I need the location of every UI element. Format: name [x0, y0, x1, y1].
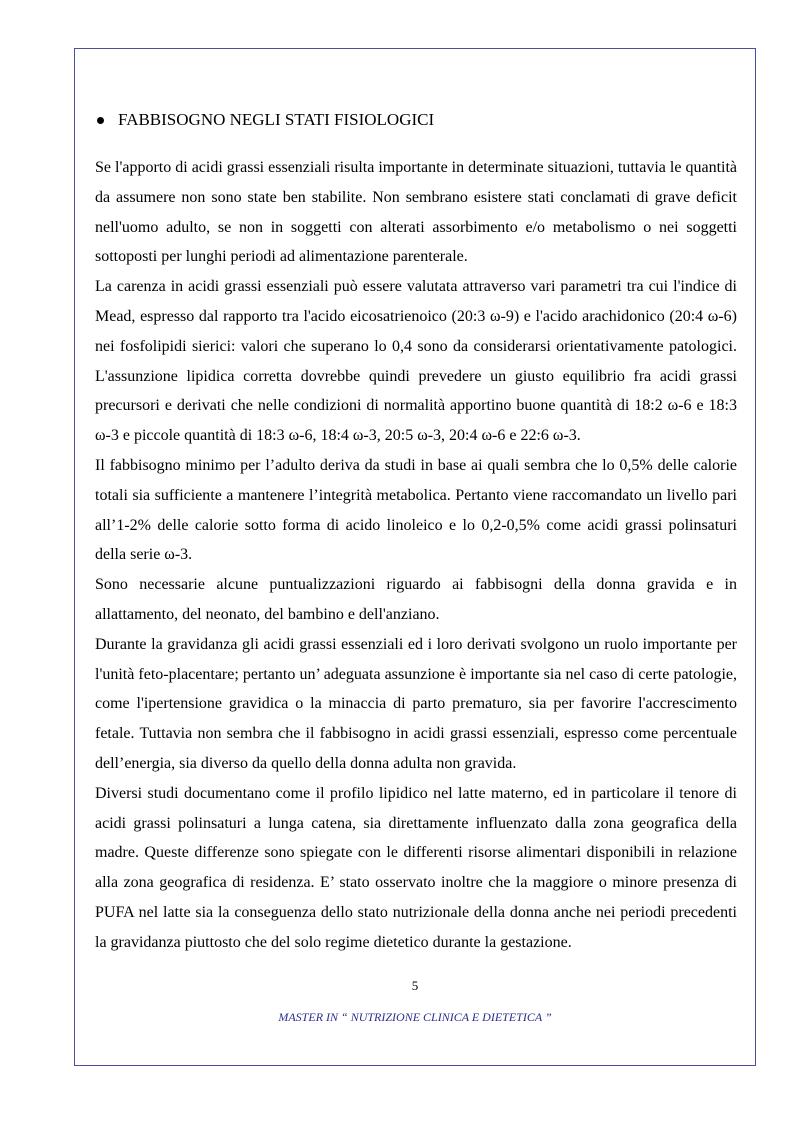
bullet-icon [97, 117, 104, 124]
paragraph: Durante la gravidanza gli acidi grassi essenziali ed i loro derivati svolgono un ruolo importante per l'unità feto-placentare; pertanto un’ adeguata assunzione è importante sia nel caso di certe patologie, come l'ipertensione gravidica o la minaccia di parto prematuro, sia per favorire l'accrescimento fetale. Tuttavia non sembra che il fabbisogno in acidi grassi essenziali, espresso come percentuale dell’energia, sia diverso da quello della donna adulta non gravida. [95, 635, 737, 772]
section-heading [95, 108, 434, 132]
paragraph: La carenza in acidi grassi essenziali può essere valutata attraverso vari parametri tra cui l'indice di Mead, espresso dal rapporto tra l'acido eicosatrienoico (20:3 ω-9) e l'acido arachidonico (20:4 ω-6) nei fosfolipidi sierici: valori che superano lo 0,4 sono da considerarsi orientativamente patologici. L'assunzione lipidica corretta dovrebbe quindi prevedere un giusto equilibrio fra acidi grassi precursori e derivati che nelle condizioni di normalità apportino buone quantità di 18:2 ω-6 e 18:3 ω-3 e piccole quantità di 18:3 ω-6, 18:4 ω-3, 20:5 ω-3, 20:4 ω-6 e 22:6 ω-3. [95, 278, 737, 445]
paragraph: Il fabbisogno minimo per l’adulto deriva da studi in base ai quali sembra che lo 0,5% delle calorie totali sia sufficiente a mantenere l’integrità metabolica. Pertanto viene raccomandato un livello pari all’1-2% delle calorie sotto forma di acido linoleico e lo 0,2-0,5% come acidi grassi polinsaturi della serie ω-3. [95, 456, 737, 564]
body-text [95, 153, 737, 958]
page-footer: MASTER IN “ NUTRIZIONE CLINICA E DIETETICA ” [278, 1010, 552, 1024]
paragraph: Se l'apporto di acidi grassi essenziali risulta importante in determinate situazioni, tuttavia le quantità da assumere non sono state ben stabilite. Non sembrano esistere stati conclamati di grave deficit nell'uomo adulto, se non in soggetti con alterati assorbimento e/o metabolismo o nei soggetti sottoposti per lunghi periodi ad alimentazione parenterale. [95, 159, 737, 266]
paragraph: Diversi studi documentano come il profilo lipidico nel latte materno, ed in particolare il tenore di acidi grassi polinsaturi a lunga catena, sia direttamente influenzato dalla zona geografica della madre. Queste differenze sono spiegate con le differenti risorse alimentari disponibili in relazione alla zona geografica di residenza. E’ stato osservato inoltre che la maggiore o minore presenza di PUFA nel latte sia la conseguenza dello stato nutrizionale della donna anche nei periodi precedenti la gravidanza piuttosto che del solo regime dietetico durante la gestazione. [95, 784, 737, 951]
page-number: 5 [411, 978, 419, 993]
section-heading-text: FABBISOGNO NEGLI STATI FISIOLOGICI [118, 110, 435, 129]
paragraph: Sono necessarie alcune puntualizzazioni riguardo ai fabbisogni della donna gravida e in allattamento, del neonato, del bambino e dell'anziano. [95, 576, 737, 623]
